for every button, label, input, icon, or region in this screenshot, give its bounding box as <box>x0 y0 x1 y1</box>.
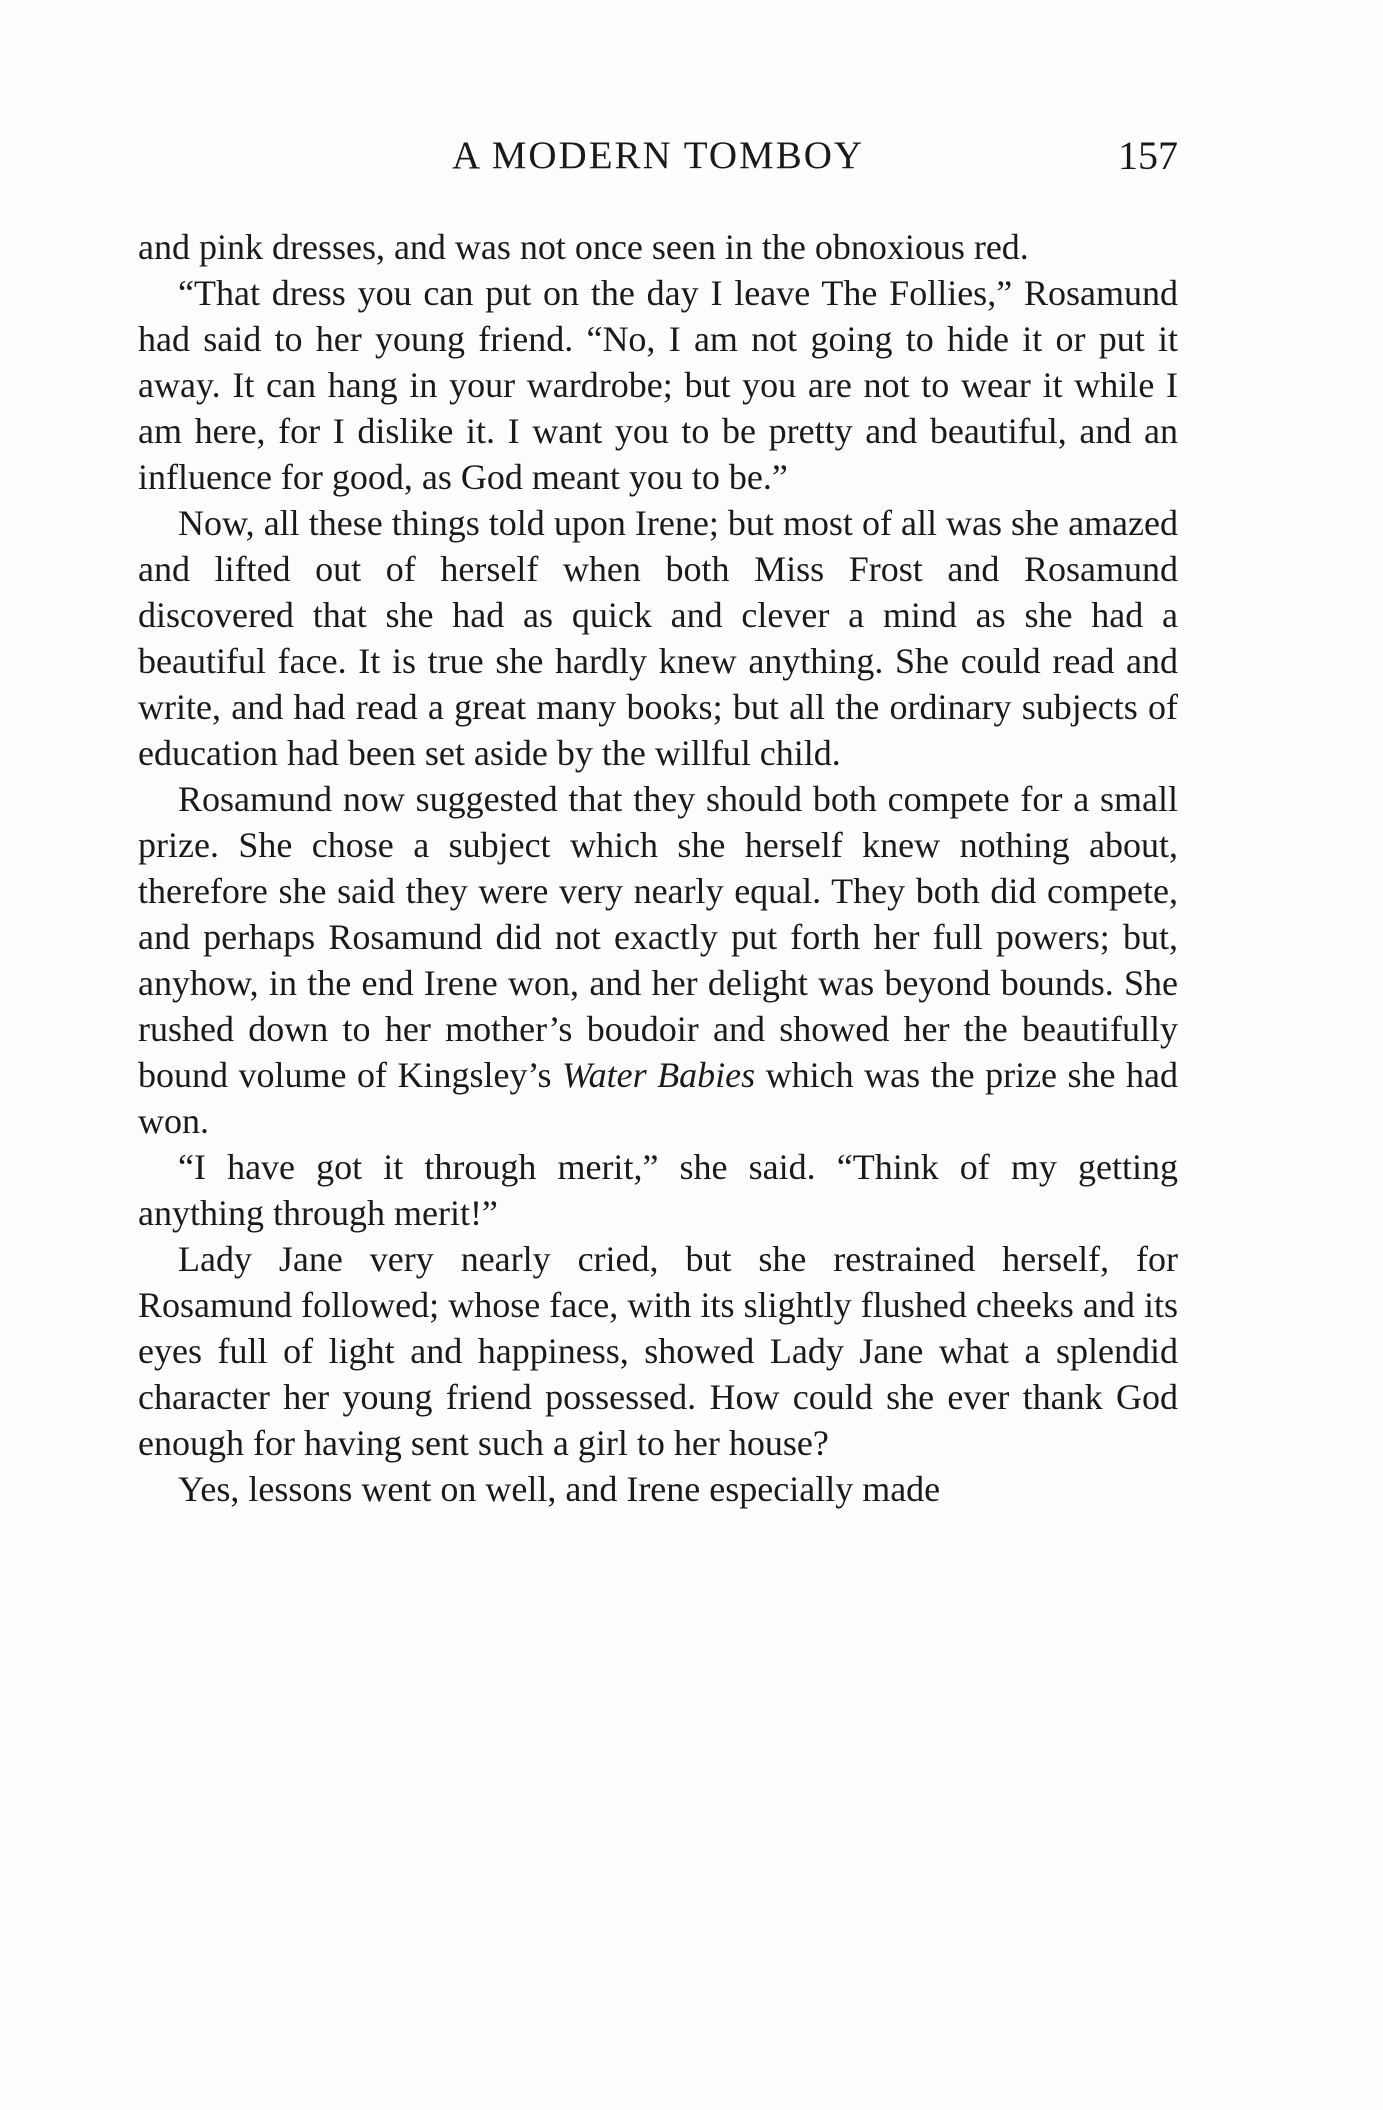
running-title: A MODERN TOMBOY <box>451 134 865 177</box>
book-title: Water Babies <box>561 1055 756 1095</box>
paragraph: Now, all these things told upon Irene; but most of all was she amazed and lifted out of herself when both Miss Frost and Rosamund discovered that she had as quick and clever a mind as she had a beautiful face. It is true she hardly knew anything. She could read and write, and had read a great many books; but all the ordinary subjects of education had been set aside by the willful child. <box>138 503 1178 773</box>
paragraph: and pink dresses, and was not once seen in the obnoxious red. <box>138 227 1029 267</box>
paragraph: Yes, lessons went on well, and Irene especially made <box>178 1469 941 1509</box>
page-number: 157 <box>1118 133 1178 178</box>
body-text <box>138 224 1178 1512</box>
paragraph-text: Rosamund now suggested that they should both compete for a small prize. She chose a subject which she herself knew nothing about, therefore she said they were very nearly equal. They both did compete, and perhaps Rosamund did not exactly put forth her full powers; but, anyhow, in the end Irene won, and her delight was beyond bounds. She rushed down to her mother’s boudoir and showed her the beautifully bound volume of Kingsley’s <box>138 779 1178 1095</box>
page-header <box>138 126 1178 186</box>
paragraph: “That dress you can put on the day I leave The Follies,” Rosamund had said to her young friend. “No, I am not going to hide it or put it away. It can hang in your wardrobe; but you are not to wear it while I am here, for I dislike it. I want you to be pretty and beautiful, and an influence for good, as God meant you to be.” <box>138 273 1178 497</box>
paragraph <box>138 776 1178 1144</box>
paragraph: Lady Jane very nearly cried, but she restrained herself, for Rosamund followed; whose face, with its slightly flushed cheeks and its eyes full of light and happiness, showed Lady Jane what a splendid character her young friend possessed. How could she ever thank God enough for having sent such a girl to her house? <box>138 1239 1178 1463</box>
paragraph-text: which was the prize she had won. <box>138 1055 1178 1141</box>
paragraph: “I have got it through merit,” she said. “Think of my getting anything through merit!” <box>138 1147 1178 1233</box>
